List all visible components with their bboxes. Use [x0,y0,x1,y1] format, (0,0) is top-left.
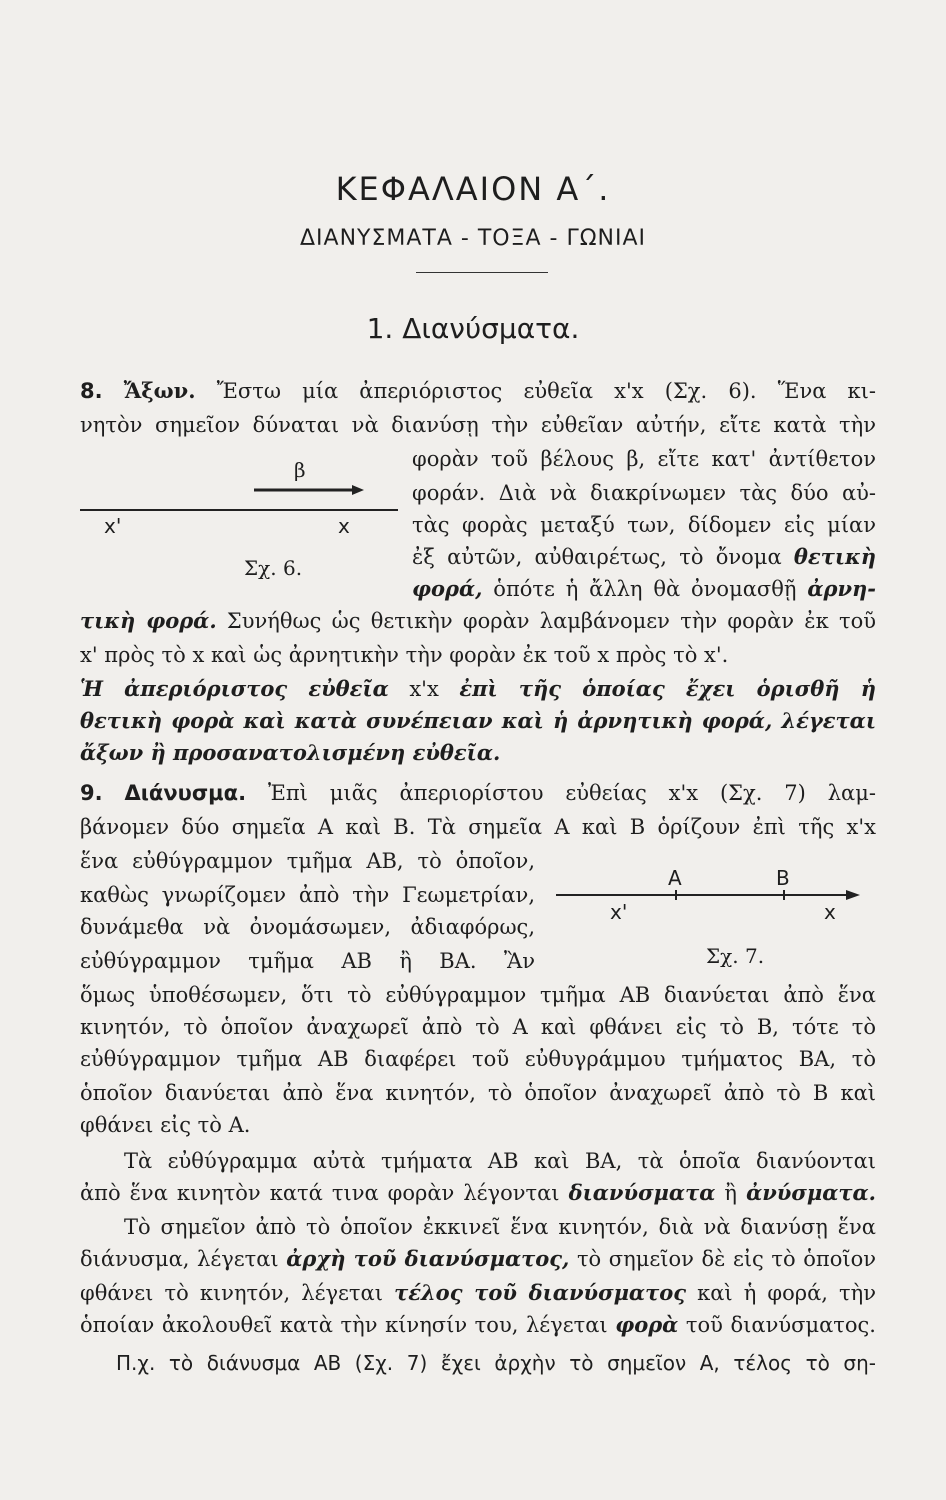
p9-heading: Διάνυσμα. [124,781,247,805]
p8-text-7b: ὁπότε ἡ ἄλλη θὰ ὀνομασθῇ [493,577,797,601]
fig7-label-xprime: x' [610,900,628,924]
term-vector-direction: φορὰ [615,1312,679,1337]
term-anysmata: ἀνύσματα. [746,1180,876,1205]
term-vectors: διανύσματα [568,1180,716,1205]
chapter-title: ΚΕΦΑΛΑΙΟΝ Α΄. [335,170,611,208]
p9-line-5: δυνάμεθα νὰ ὀνομάσωμεν, ἀδιαφόρως, [80,915,535,939]
definition-line-1 [80,676,876,702]
fig7-label-x: x [824,900,836,924]
p8-number: 8. [80,379,103,403]
p9-line-9: εὐθύγραμμον τμῆμα ΑΒ διαφέρει τοῦ εὐθυγράμμου τμήματος ΒΑ, τὸ [80,1047,876,1071]
fig7-label-b: B [776,866,790,890]
p8-heading: Ἄξων. [123,378,196,403]
fig7-arrow-head [846,890,860,900]
p8-line-3: φορὰν τοῦ βέλους β, εἴτε κατ' ἀντίθετον [412,447,876,471]
term-positive: θετικὴ [793,544,876,569]
p9-para3-line-3 [80,1280,876,1306]
p8-text-1: Ἔστω μία ἀπεριόριστος εὐθεῖα x'x (Σχ. 6). Ἕνα κι- [216,379,876,403]
fig6-caption: Σχ. 6. [244,556,303,580]
p9-text-n4c: τοῦ διανύσματος. [685,1313,876,1337]
fig6-arrow-head [352,485,364,495]
p8-line-8 [80,608,876,634]
fig6-label-x: x [338,514,350,538]
fig6-label-xprime: x' [104,514,122,538]
p9-para2-line-1: Τὰ εὐθύγραμμα αὐτὰ τμήματα ΑΒ καὶ ΒΑ, τὰ ὁποῖα διανύονται [124,1149,876,1173]
p9-line-2: βάνομεν δύο σημεῖα Α καὶ Β. Τὰ σημεῖα Α καὶ Β ὁρίζουν ἐπὶ τῆς x'x [80,815,876,839]
p9-text-n2a: διάνυσμα, λέγεται [80,1247,279,1271]
section-title: 1. Διανύσματα. [366,312,580,345]
term-vector-origin: ἀρχὴ τοῦ διανύσματος, [286,1246,570,1271]
p8-line-5: τὰς φορὰς μεταξύ των, δίδομεν εἰς μίαν [412,513,876,537]
term-direction: φορά, [412,576,483,601]
p9-text-1: Ἐπὶ μιᾶς ἀπεριορίστου εὐθείας x'x (Σχ. 7) λαμ- [267,781,876,805]
p9-line-10: ὁποῖον διανύεται ἀπὸ ἕνα κινητόν, τὸ ὁποῖον ἀναχωρεῖ ἀπὸ τὸ Β καὶ [80,1081,876,1105]
def-text-1c: ἐπὶ τῆς ὁποίας ἔχει ὁρισθῆ ἡ [459,676,876,701]
p8-line-9: x' πρὸς τὸ x καὶ ὡς ἀρνητικὴν τὴν φορὰν ἐκ τοῦ x πρὸς τὸ x'. [80,643,729,667]
p8-text-8b: Συνήθως ὡς θετικὴν φορὰν λαμβάνομεν τὴν φορὰν ἐκ τοῦ [226,609,876,633]
p9-para3-line-4 [80,1312,876,1338]
p9-para3-line-1: Τὸ σημεῖον ἀπὸ τὸ ὁποῖον ἐκκινεῖ ἕνα κινητόν, διὰ νὰ διανύσῃ ἕνα [124,1215,876,1239]
p9-line-8: κινητόν, τὸ ὁποῖον ἀναχωρεῖ ἀπὸ τὸ Α καὶ φθάνει εἰς τὸ Β, τότε τὸ [80,1015,876,1039]
p9-line-11: φθάνει εἰς τὸ Α. [80,1113,251,1137]
def-text-1b: x'x [409,677,439,701]
term-vector-end: τέλος τοῦ διανύσματος [394,1280,687,1305]
p9-text-n3c: καὶ ἡ φορά, τὴν [697,1281,876,1305]
def-text-1a: Ἡ ἀπεριόριστος εὐθεῖα [80,676,389,701]
p9-number: 9. [80,781,103,805]
p9-line-1 [80,780,876,806]
p8-line-6 [412,544,876,570]
title-divider [416,272,548,273]
term-negative-direction: τικὴ φορά. [80,608,217,633]
p9-text-n4a: ὁποίαν ἀκολουθεῖ κατὰ τὴν κίνησίν του, λέγεται [80,1313,608,1337]
p9-line-3: ἕνα εὐθύγραμμον τμῆμα ΑΒ, τὸ ὁποῖον, [80,849,535,873]
p9-text-m2c: ἢ [724,1181,738,1205]
p8-line-2: νητὸν σημεῖον δύναται νὰ διανύσῃ τὴν εὐθεῖαν αὐτήν, εἴτε κατὰ τὴν [80,413,876,437]
p9-para4-line-1: Π.χ. τὸ διάνυσμα ΑΒ (Σχ. 7) ἔχει ἀρχὴν τὸ σημεῖον Α, τέλος τὸ ση- [116,1351,876,1375]
chapter-subtitle: ΔΙΑΝΥΣΜΑΤΑ - ΤΟΞΑ - ΓΩΝΙΑΙ [299,226,646,251]
term-negative: ἀρνη- [807,576,876,601]
p9-para2-line-2 [80,1180,876,1206]
p8-line-7 [412,576,876,602]
p9-line-7: ὅμως ὑποθέσωμεν, ὅτι τὸ εὐθύγραμμον τμῆμα ΑΒ διανύεται ἀπὸ ἕνα [80,983,876,1007]
fig7-label-a: A [668,866,682,890]
p9-text-n2c: τὸ σημεῖον δὲ εἰς τὸ ὁποῖον [576,1247,876,1271]
p9-line-6: εὐθύγραμμον τμῆμα ΑΒ ἢ ΒΑ. Ἂν [80,949,535,973]
p8-line-4: φοράν. Διὰ νὰ διακρίνωμεν τὰς δύο αὐ- [412,481,876,505]
definition-line-3: ἄξων ἢ προσανατολισμένη εὐθεῖα. [80,740,501,765]
definition-line-2: θετικὴ φορὰ καὶ κατὰ συνέπειαν καὶ ἡ ἀρνητικὴ φορά, λέγεται [80,708,876,733]
p9-text-n3a: φθάνει τὸ κινητόν, λέγεται [80,1281,383,1305]
p9-line-4: καθὼς γνωρίζομεν ἀπὸ τὴν Γεωμετρίαν, [80,883,535,907]
fig7-caption: Σχ. 7. [706,944,765,968]
p9-para3-line-2 [80,1246,876,1272]
p9-text-m2a: ἀπὸ ἕνα κινητὸν κατά τινα φορὰν λέγονται [80,1181,560,1205]
fig6-label-beta: β [294,458,306,482]
p8-text-6a: ἐξ αὐτῶν, αὐθαιρέτως, τὸ ὄνομα [412,545,782,569]
p8-line-1 [80,378,876,404]
